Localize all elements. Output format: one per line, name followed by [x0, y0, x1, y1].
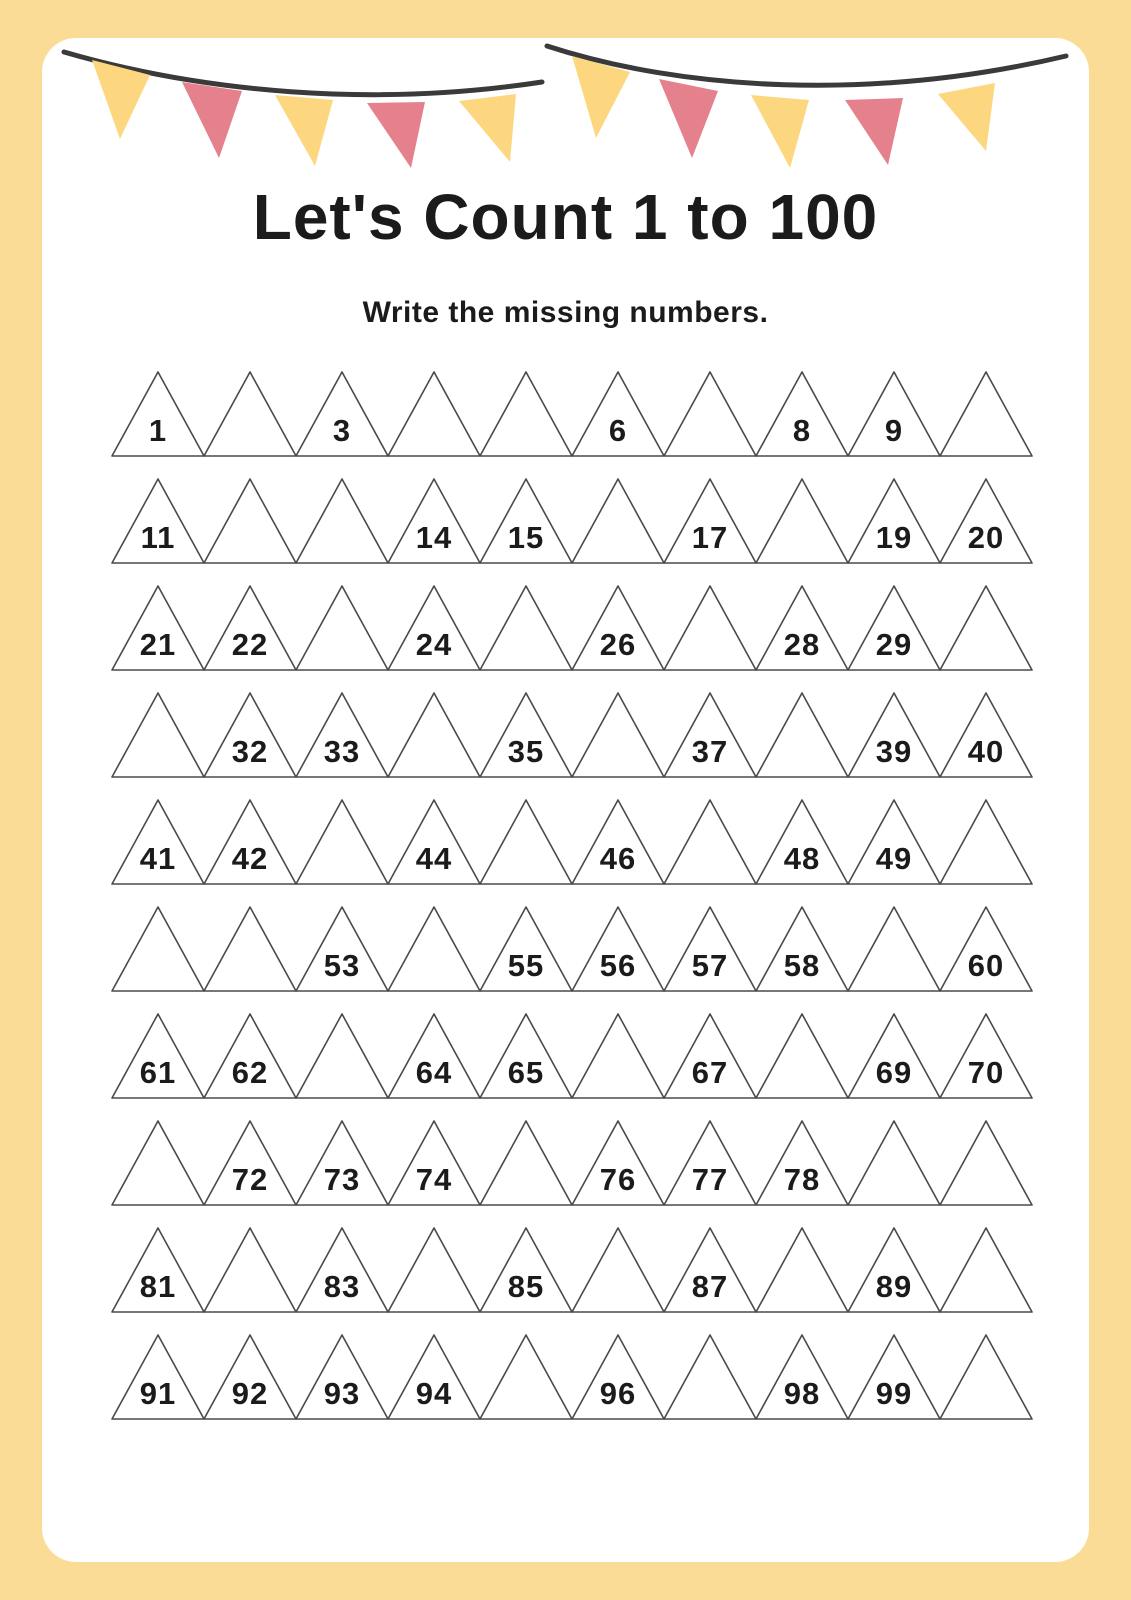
number-label: 49 [875, 841, 913, 876]
number-label: 29 [875, 627, 913, 662]
triangle-icon [108, 903, 208, 995]
number-cell-filled[interactable] [844, 368, 944, 460]
number-cell-filled[interactable] [476, 689, 576, 781]
triangle-icon [568, 475, 668, 567]
number-label: 21 [139, 627, 177, 662]
number-label: 76 [599, 1162, 637, 1197]
number-label: 53 [323, 948, 361, 983]
triangle-icon [752, 1224, 852, 1316]
number-label: 37 [691, 734, 729, 769]
number-row [108, 796, 1028, 903]
number-cell-filled[interactable] [200, 1117, 300, 1209]
number-cell-blank[interactable] [476, 1331, 576, 1423]
triangle-icon [660, 796, 760, 888]
number-cell-blank[interactable] [936, 582, 1036, 674]
number-row [108, 903, 1028, 1010]
number-cell-filled[interactable] [936, 903, 1036, 995]
number-cell-filled[interactable] [200, 796, 300, 888]
number-cell-filled[interactable] [200, 582, 300, 674]
number-cell-filled[interactable] [384, 1010, 484, 1102]
triangle-icon [476, 796, 576, 888]
number-label: 62 [231, 1055, 269, 1090]
number-cell-filled[interactable] [108, 475, 208, 567]
number-cell-filled[interactable] [200, 689, 300, 781]
number-cell-filled[interactable] [292, 1224, 392, 1316]
number-cell-blank[interactable] [108, 689, 208, 781]
number-label: 85 [507, 1269, 545, 1304]
number-label: 42 [231, 841, 269, 876]
number-cell-filled[interactable] [292, 1331, 392, 1423]
number-cell-blank[interactable] [936, 796, 1036, 888]
number-cell-blank[interactable] [752, 1010, 852, 1102]
number-label: 24 [415, 627, 453, 662]
number-label: 9 [884, 413, 904, 448]
triangle-icon [660, 1331, 760, 1423]
number-cell-filled[interactable] [292, 689, 392, 781]
number-label: 14 [415, 520, 453, 555]
triangle-icon [292, 1010, 392, 1102]
number-cell-filled[interactable] [384, 1331, 484, 1423]
number-label: 32 [231, 734, 269, 769]
number-cell-blank[interactable] [200, 1224, 300, 1316]
number-label: 55 [507, 948, 545, 983]
number-cell-filled[interactable] [108, 1224, 208, 1316]
number-label: 33 [323, 734, 361, 769]
number-cell-filled[interactable] [476, 475, 576, 567]
number-row [108, 1331, 1028, 1438]
number-cell-filled[interactable] [660, 1010, 760, 1102]
number-label: 72 [231, 1162, 269, 1197]
number-cell-blank[interactable] [384, 903, 484, 995]
number-cell-blank[interactable] [936, 1117, 1036, 1209]
number-label: 77 [691, 1162, 729, 1197]
number-cell-filled[interactable] [108, 796, 208, 888]
number-cell-filled[interactable] [752, 796, 852, 888]
number-label: 39 [875, 734, 913, 769]
number-label: 28 [783, 627, 821, 662]
number-label: 22 [231, 627, 269, 662]
number-row [108, 1224, 1028, 1331]
number-label: 19 [875, 520, 913, 555]
number-cell-filled[interactable] [568, 582, 668, 674]
number-cell-blank[interactable] [660, 582, 760, 674]
number-cell-blank[interactable] [384, 368, 484, 460]
number-cell-blank[interactable] [752, 475, 852, 567]
number-label: 99 [875, 1376, 913, 1411]
number-cell-filled[interactable] [108, 368, 208, 460]
number-label: 3 [332, 413, 352, 448]
number-cell-filled[interactable] [844, 475, 944, 567]
number-cell-filled[interactable] [752, 903, 852, 995]
triangle-icon [476, 582, 576, 674]
number-cell-filled[interactable] [568, 796, 668, 888]
number-cell-filled[interactable] [936, 689, 1036, 781]
number-label: 89 [875, 1269, 913, 1304]
number-cell-filled[interactable] [568, 1331, 668, 1423]
number-cell-filled[interactable] [660, 1117, 760, 1209]
triangle-icon [936, 1224, 1036, 1316]
triangle-icon [568, 689, 668, 781]
triangle-icon [292, 475, 392, 567]
triangle-icon [660, 368, 760, 460]
number-label: 92 [231, 1376, 269, 1411]
number-cell-blank[interactable] [292, 475, 392, 567]
number-cell-blank[interactable] [292, 796, 392, 888]
number-label: 17 [691, 520, 729, 555]
number-cell-blank[interactable] [108, 1117, 208, 1209]
number-cell-blank[interactable] [660, 796, 760, 888]
number-row [108, 1117, 1028, 1224]
number-label: 69 [875, 1055, 913, 1090]
number-cell-blank[interactable] [752, 1224, 852, 1316]
triangle-icon [476, 1331, 576, 1423]
worksheet-sheet [42, 38, 1089, 1562]
number-label: 8 [792, 413, 812, 448]
number-label: 46 [599, 841, 637, 876]
triangle-icon [752, 689, 852, 781]
triangle-icon [384, 689, 484, 781]
number-cell-filled[interactable] [752, 1117, 852, 1209]
number-cell-blank[interactable] [200, 368, 300, 460]
number-label: 96 [599, 1376, 637, 1411]
number-cell-filled[interactable] [384, 796, 484, 888]
number-cell-filled[interactable] [568, 368, 668, 460]
triangle-icon [476, 1117, 576, 1209]
number-cell-filled[interactable] [752, 582, 852, 674]
triangle-icon [660, 582, 760, 674]
number-label: 1 [148, 413, 168, 448]
number-cell-filled[interactable] [844, 1010, 944, 1102]
number-label: 15 [507, 520, 545, 555]
number-cell-blank[interactable] [476, 582, 576, 674]
number-label: 64 [415, 1055, 453, 1090]
number-cell-filled[interactable] [844, 689, 944, 781]
number-label: 94 [415, 1376, 453, 1411]
number-cell-blank[interactable] [936, 1224, 1036, 1316]
number-cell-filled[interactable] [936, 475, 1036, 567]
number-label: 58 [783, 948, 821, 983]
triangle-icon [384, 368, 484, 460]
number-label: 11 [140, 520, 176, 555]
number-label: 83 [323, 1269, 361, 1304]
number-cell-filled[interactable] [108, 1010, 208, 1102]
number-cell-blank[interactable] [200, 475, 300, 567]
triangle-icon [568, 1224, 668, 1316]
triangle-icon [200, 368, 300, 460]
number-cell-filled[interactable] [476, 1010, 576, 1102]
number-cell-blank[interactable] [752, 689, 852, 781]
triangle-icon [752, 1010, 852, 1102]
triangle-icon [936, 1117, 1036, 1209]
triangle-icon [844, 903, 944, 995]
number-cell-filled[interactable] [108, 582, 208, 674]
triangle-icon [936, 368, 1036, 460]
number-cell-filled[interactable] [844, 796, 944, 888]
number-cell-filled[interactable] [384, 1117, 484, 1209]
number-cell-filled[interactable] [200, 1010, 300, 1102]
triangle-icon [752, 475, 852, 567]
number-cell-filled[interactable] [200, 1331, 300, 1423]
number-cell-blank[interactable] [476, 1117, 576, 1209]
triangle-icon [292, 796, 392, 888]
number-cell-blank[interactable] [568, 689, 668, 781]
number-label: 48 [783, 841, 821, 876]
number-label: 78 [783, 1162, 821, 1197]
triangle-icon [384, 903, 484, 995]
number-label: 98 [783, 1376, 821, 1411]
number-cell-filled[interactable] [844, 1331, 944, 1423]
number-cell-filled[interactable] [476, 1224, 576, 1316]
number-cell-blank[interactable] [568, 475, 668, 567]
number-label: 6 [608, 413, 628, 448]
number-cell-filled[interactable] [660, 475, 760, 567]
number-cell-blank[interactable] [568, 1224, 668, 1316]
number-cell-blank[interactable] [476, 368, 576, 460]
number-label: 20 [967, 520, 1005, 555]
number-cell-blank[interactable] [936, 1331, 1036, 1423]
number-cell-blank[interactable] [384, 689, 484, 781]
triangle-icon [292, 582, 392, 674]
number-label: 56 [599, 948, 637, 983]
number-cell-blank[interactable] [384, 1224, 484, 1316]
number-cell-blank[interactable] [292, 1010, 392, 1102]
number-label: 91 [139, 1376, 177, 1411]
number-cell-filled[interactable] [292, 1117, 392, 1209]
number-label: 41 [139, 841, 177, 876]
number-label: 35 [507, 734, 545, 769]
triangle-icon [200, 1224, 300, 1316]
triangle-icon [200, 903, 300, 995]
number-row [108, 368, 1028, 475]
number-label: 93 [323, 1376, 361, 1411]
number-label: 65 [507, 1055, 545, 1090]
triangle-icon [568, 1010, 668, 1102]
number-label: 67 [691, 1055, 729, 1090]
number-cell-filled[interactable] [476, 903, 576, 995]
number-cell-blank[interactable] [660, 368, 760, 460]
number-cell-blank[interactable] [844, 903, 944, 995]
number-row [108, 689, 1028, 796]
number-cell-filled[interactable] [292, 903, 392, 995]
triangle-icon [108, 689, 208, 781]
number-label: 61 [139, 1055, 177, 1090]
number-cell-blank[interactable] [292, 582, 392, 674]
number-label: 74 [415, 1162, 453, 1197]
number-cell-filled[interactable] [752, 368, 852, 460]
triangle-icon [476, 368, 576, 460]
triangle-icon [200, 475, 300, 567]
number-cell-blank[interactable] [936, 368, 1036, 460]
triangle-icon [936, 582, 1036, 674]
number-cell-blank[interactable] [200, 903, 300, 995]
triangle-icon [936, 796, 1036, 888]
number-label: 26 [599, 627, 637, 662]
number-label: 40 [967, 734, 1005, 769]
number-cell-filled[interactable] [660, 1224, 760, 1316]
number-cell-blank[interactable] [108, 903, 208, 995]
number-cell-filled[interactable] [660, 903, 760, 995]
number-cell-blank[interactable] [476, 796, 576, 888]
number-cell-filled[interactable] [568, 903, 668, 995]
number-label: 87 [691, 1269, 729, 1304]
number-cell-blank[interactable] [660, 1331, 760, 1423]
number-cell-filled[interactable] [384, 475, 484, 567]
number-label: 81 [139, 1269, 177, 1304]
page-title: Let's Count 1 to 100 [252, 181, 879, 253]
triangle-icon [936, 1331, 1036, 1423]
number-cell-filled[interactable] [752, 1331, 852, 1423]
number-grid [108, 368, 1028, 1438]
number-label: 73 [323, 1162, 361, 1197]
number-cell-filled[interactable] [292, 368, 392, 460]
number-row [108, 1010, 1028, 1117]
number-cell-blank[interactable] [568, 1010, 668, 1102]
triangle-icon [108, 1117, 208, 1209]
number-label: 70 [967, 1055, 1005, 1090]
triangle-icon [384, 1224, 484, 1316]
number-label: 57 [691, 948, 729, 983]
number-row [108, 582, 1028, 689]
number-cell-filled[interactable] [384, 582, 484, 674]
number-cell-filled[interactable] [936, 1010, 1036, 1102]
number-cell-filled[interactable] [568, 1117, 668, 1209]
number-row [108, 475, 1028, 582]
number-label: 44 [415, 841, 453, 876]
triangle-icon [844, 1117, 944, 1209]
number-label: 60 [967, 948, 1005, 983]
number-cell-filled[interactable] [844, 582, 944, 674]
number-cell-filled[interactable] [844, 1224, 944, 1316]
number-cell-blank[interactable] [844, 1117, 944, 1209]
instruction-text: Write the missing numbers. [362, 296, 769, 329]
number-cell-filled[interactable] [108, 1331, 208, 1423]
number-cell-filled[interactable] [660, 689, 760, 781]
